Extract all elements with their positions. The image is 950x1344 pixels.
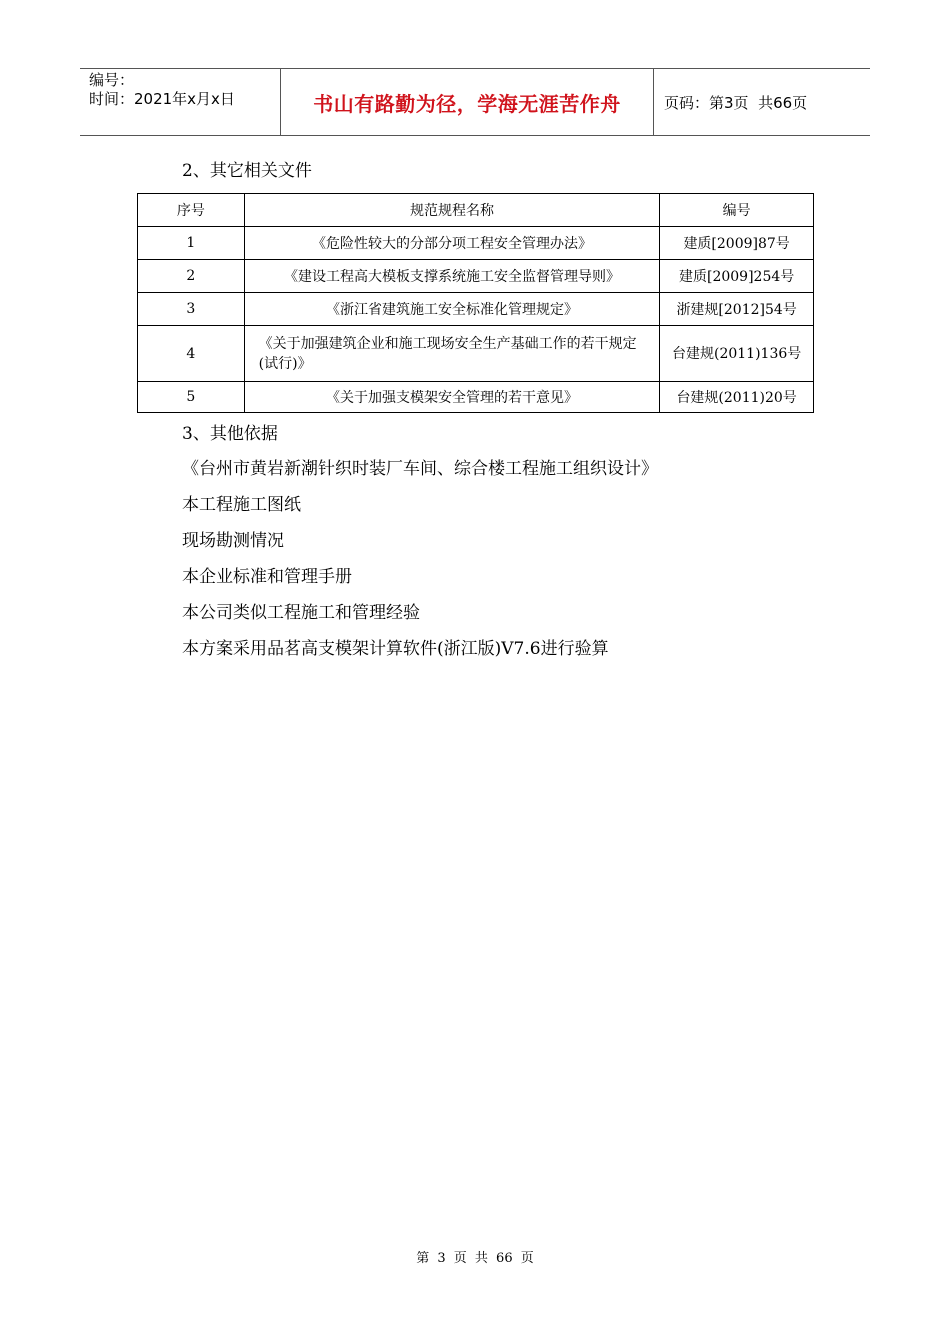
header-cell-code: 编号 [660, 194, 814, 227]
document-date: 时间：2021年x月x日 [89, 90, 235, 108]
header-cell-name: 规范规程名称 [244, 194, 660, 227]
row-name: 《浙江省建筑施工安全标准化管理规定》 [244, 293, 660, 326]
table-row [138, 382, 814, 413]
header-cell-no: 序号 [138, 194, 245, 227]
basis-item: 本方案采用品茗高支模架计算软件(浙江版)V7.6进行验算 [182, 639, 609, 659]
regulations-table [137, 193, 814, 413]
row-number: 4 [138, 326, 245, 382]
row-number: 1 [138, 227, 245, 260]
page-footer: 第 3 页 共 66 页 [416, 1251, 534, 1266]
table-header-row [138, 194, 814, 227]
header-page-info [654, 69, 870, 135]
row-number: 2 [138, 260, 245, 293]
row-name: 《关于加强支模架安全管理的若干意见》 [244, 382, 660, 413]
row-name: 《建设工程高大模板支撑系统施工安全监督管理导则》 [244, 260, 660, 293]
row-code: 建质[2009]254号 [660, 260, 814, 293]
table-row [138, 326, 814, 382]
basis-item: 本公司类似工程施工和管理经验 [182, 603, 420, 623]
row-code: 建质[2009]87号 [660, 227, 814, 260]
row-name: 《危险性较大的分部分项工程安全管理办法》 [244, 227, 660, 260]
table-row [138, 227, 814, 260]
page-header [80, 68, 870, 136]
table-row [138, 260, 814, 293]
row-code: 台建规(2011)20号 [660, 382, 814, 413]
row-code: 台建规(2011)136号 [660, 326, 814, 382]
table-row [138, 293, 814, 326]
header-meta [80, 69, 281, 135]
row-number: 3 [138, 293, 245, 326]
row-name: 《关于加强建筑企业和施工现场安全生产基础工作的若干规定(试行)》 [244, 326, 660, 382]
page-info-text: 页码：第3页 共66页 [664, 93, 808, 112]
document-number-label: 编号： [89, 71, 135, 89]
row-number: 5 [138, 382, 245, 413]
section-2-title: 2、其它相关文件 [182, 161, 312, 181]
basis-item: 《台州市黄岩新潮针织时装厂车间、综合楼工程施工组织设计》 [182, 459, 658, 479]
row-code: 浙建规[2012]54号 [660, 293, 814, 326]
basis-item: 现场勘测情况 [182, 531, 284, 551]
header-motto: 书山有路勤为径，学海无涯苦作舟 [281, 69, 654, 135]
section-3-title: 3、其他依据 [182, 424, 278, 444]
basis-item: 本工程施工图纸 [182, 495, 301, 515]
basis-item: 本企业标准和管理手册 [182, 567, 352, 587]
